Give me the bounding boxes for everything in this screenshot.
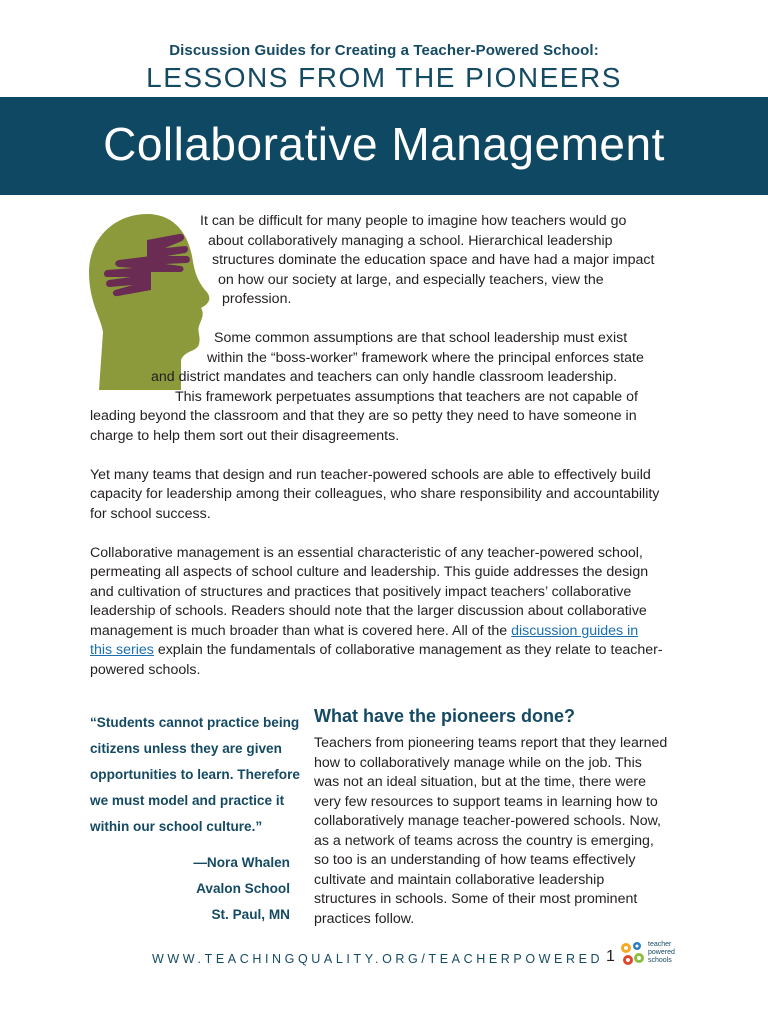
quote-author: —Nora Whalen: [193, 855, 290, 870]
text-line: and cultivation of structures and practices that positively impact teachers’ collaborative: [90, 583, 632, 600]
page-title: Collaborative Management: [103, 118, 665, 170]
text-line: so too is an understanding of how teams effectively: [314, 852, 636, 868]
text-line: how to collaboratively manage while on the job. This: [314, 754, 642, 771]
intro-text: [90, 212, 680, 700]
text-line: about collaboratively managing a school. Hierarchical leadership: [208, 232, 613, 249]
text-line: and district mandates and teachers can only handle classroom leadership.: [151, 369, 618, 385]
pull-quote: [90, 710, 300, 928]
text-line: structures in schools. Some of their most prominent: [314, 891, 638, 907]
quote-line: opportunities to learn. Therefore: [90, 767, 300, 782]
quote-school: Avalon School: [196, 881, 290, 896]
text-line: leading beyond the classroom and that they are so petty they need to have someone in: [90, 408, 637, 424]
footer-url-link[interactable]: WWW.TEACHINGQUALITY.ORG/TEACHERPOWERED: [152, 952, 604, 966]
text-line: charge to help them sort out their disagreements.: [90, 427, 400, 444]
text-fragment: management is much broader than what is covered here. All of the: [90, 622, 512, 639]
intro-paragraph-4: [90, 544, 680, 681]
text-line: collaboratively manage teacher-powered schools. Now,: [314, 813, 661, 829]
text-line: Collaborative management is an essential characteristic of any teacher-powered school,: [90, 544, 643, 561]
quote-line: citizens unless they are given: [90, 741, 282, 756]
text-line: It can be difficult for many people to imagine how teachers would go: [200, 213, 627, 229]
text-line: This framework perpetuates assumptions that teachers are not capable of: [175, 388, 638, 405]
logo-line: powered: [648, 949, 675, 956]
text-line: on how our society at large, and especially teachers, view the: [218, 271, 604, 288]
text-fragment: explain the fundamentals of collaborative management as they relate to teacher-: [153, 642, 663, 658]
intro-paragraph-3: [90, 466, 680, 525]
logo-wordmark: [648, 941, 675, 965]
teacher-powered-schools-logo: [619, 940, 689, 970]
text-line: Teachers from pioneering teams report that they learned: [314, 735, 668, 751]
text-line: Yet many teams that design and run teacher-powered schools are able to effectively build: [90, 466, 651, 483]
series-title: LESSONS FROM THE PIONEERS: [146, 62, 622, 93]
text-line: structures dominate the education space and have had a major impact: [212, 252, 655, 268]
section-heading: What have the pioneers done?: [314, 706, 576, 726]
text-line: leadership of schools. Readers should note that the larger discussion about collaborative: [90, 603, 647, 619]
text-line: as a network of teams across the country is emerging,: [314, 832, 654, 849]
intro-paragraph-2: [90, 329, 680, 446]
text-line: within the “boss-worker” framework where the principal enforces state: [207, 349, 644, 366]
discussion-guides-link[interactable]: discussion guides in: [511, 622, 639, 639]
quote-line: “Students cannot practice being: [90, 715, 300, 730]
logo-line: schools: [648, 957, 672, 964]
text-line: profession.: [222, 291, 292, 307]
text-line: [90, 622, 680, 642]
gear-cluster-icon: [619, 940, 647, 970]
intro-paragraph-1: [90, 212, 680, 310]
quote-text: [90, 710, 300, 840]
text-line: capacity for leadership among their colleagues, who share responsibility and accountability: [90, 486, 660, 502]
text-line: cultivate and maintain collaborative leadership: [314, 871, 605, 888]
text-line: [90, 641, 680, 661]
quote-location: St. Paul, MN: [211, 907, 290, 922]
title-banner: [0, 97, 768, 195]
text-line: practices follow.: [314, 910, 415, 927]
text-line: permeating all aspects of school culture and leadership. This guide addresses the design: [90, 564, 649, 580]
section-body: [314, 734, 684, 929]
text-line: Some common assumptions are that school leadership must exist: [214, 330, 628, 346]
logo-line: teacher: [648, 941, 672, 948]
quote-line: we must model and practice it: [90, 793, 285, 808]
text-line: for school success.: [90, 505, 211, 522]
quote-attribution: [90, 850, 290, 928]
guide-subtitle: Discussion Guides for Creating a Teacher-Powered School:: [169, 42, 599, 59]
page-number: 1: [606, 948, 615, 965]
text-line: powered schools.: [90, 661, 201, 678]
text-line: very few resources to support teams in learning how to: [314, 793, 658, 810]
discussion-guides-link-continued[interactable]: this series: [90, 642, 154, 658]
text-line: was not an ideal situation, but at the time, there were: [314, 774, 647, 790]
quote-line: within our school culture.”: [90, 819, 263, 834]
